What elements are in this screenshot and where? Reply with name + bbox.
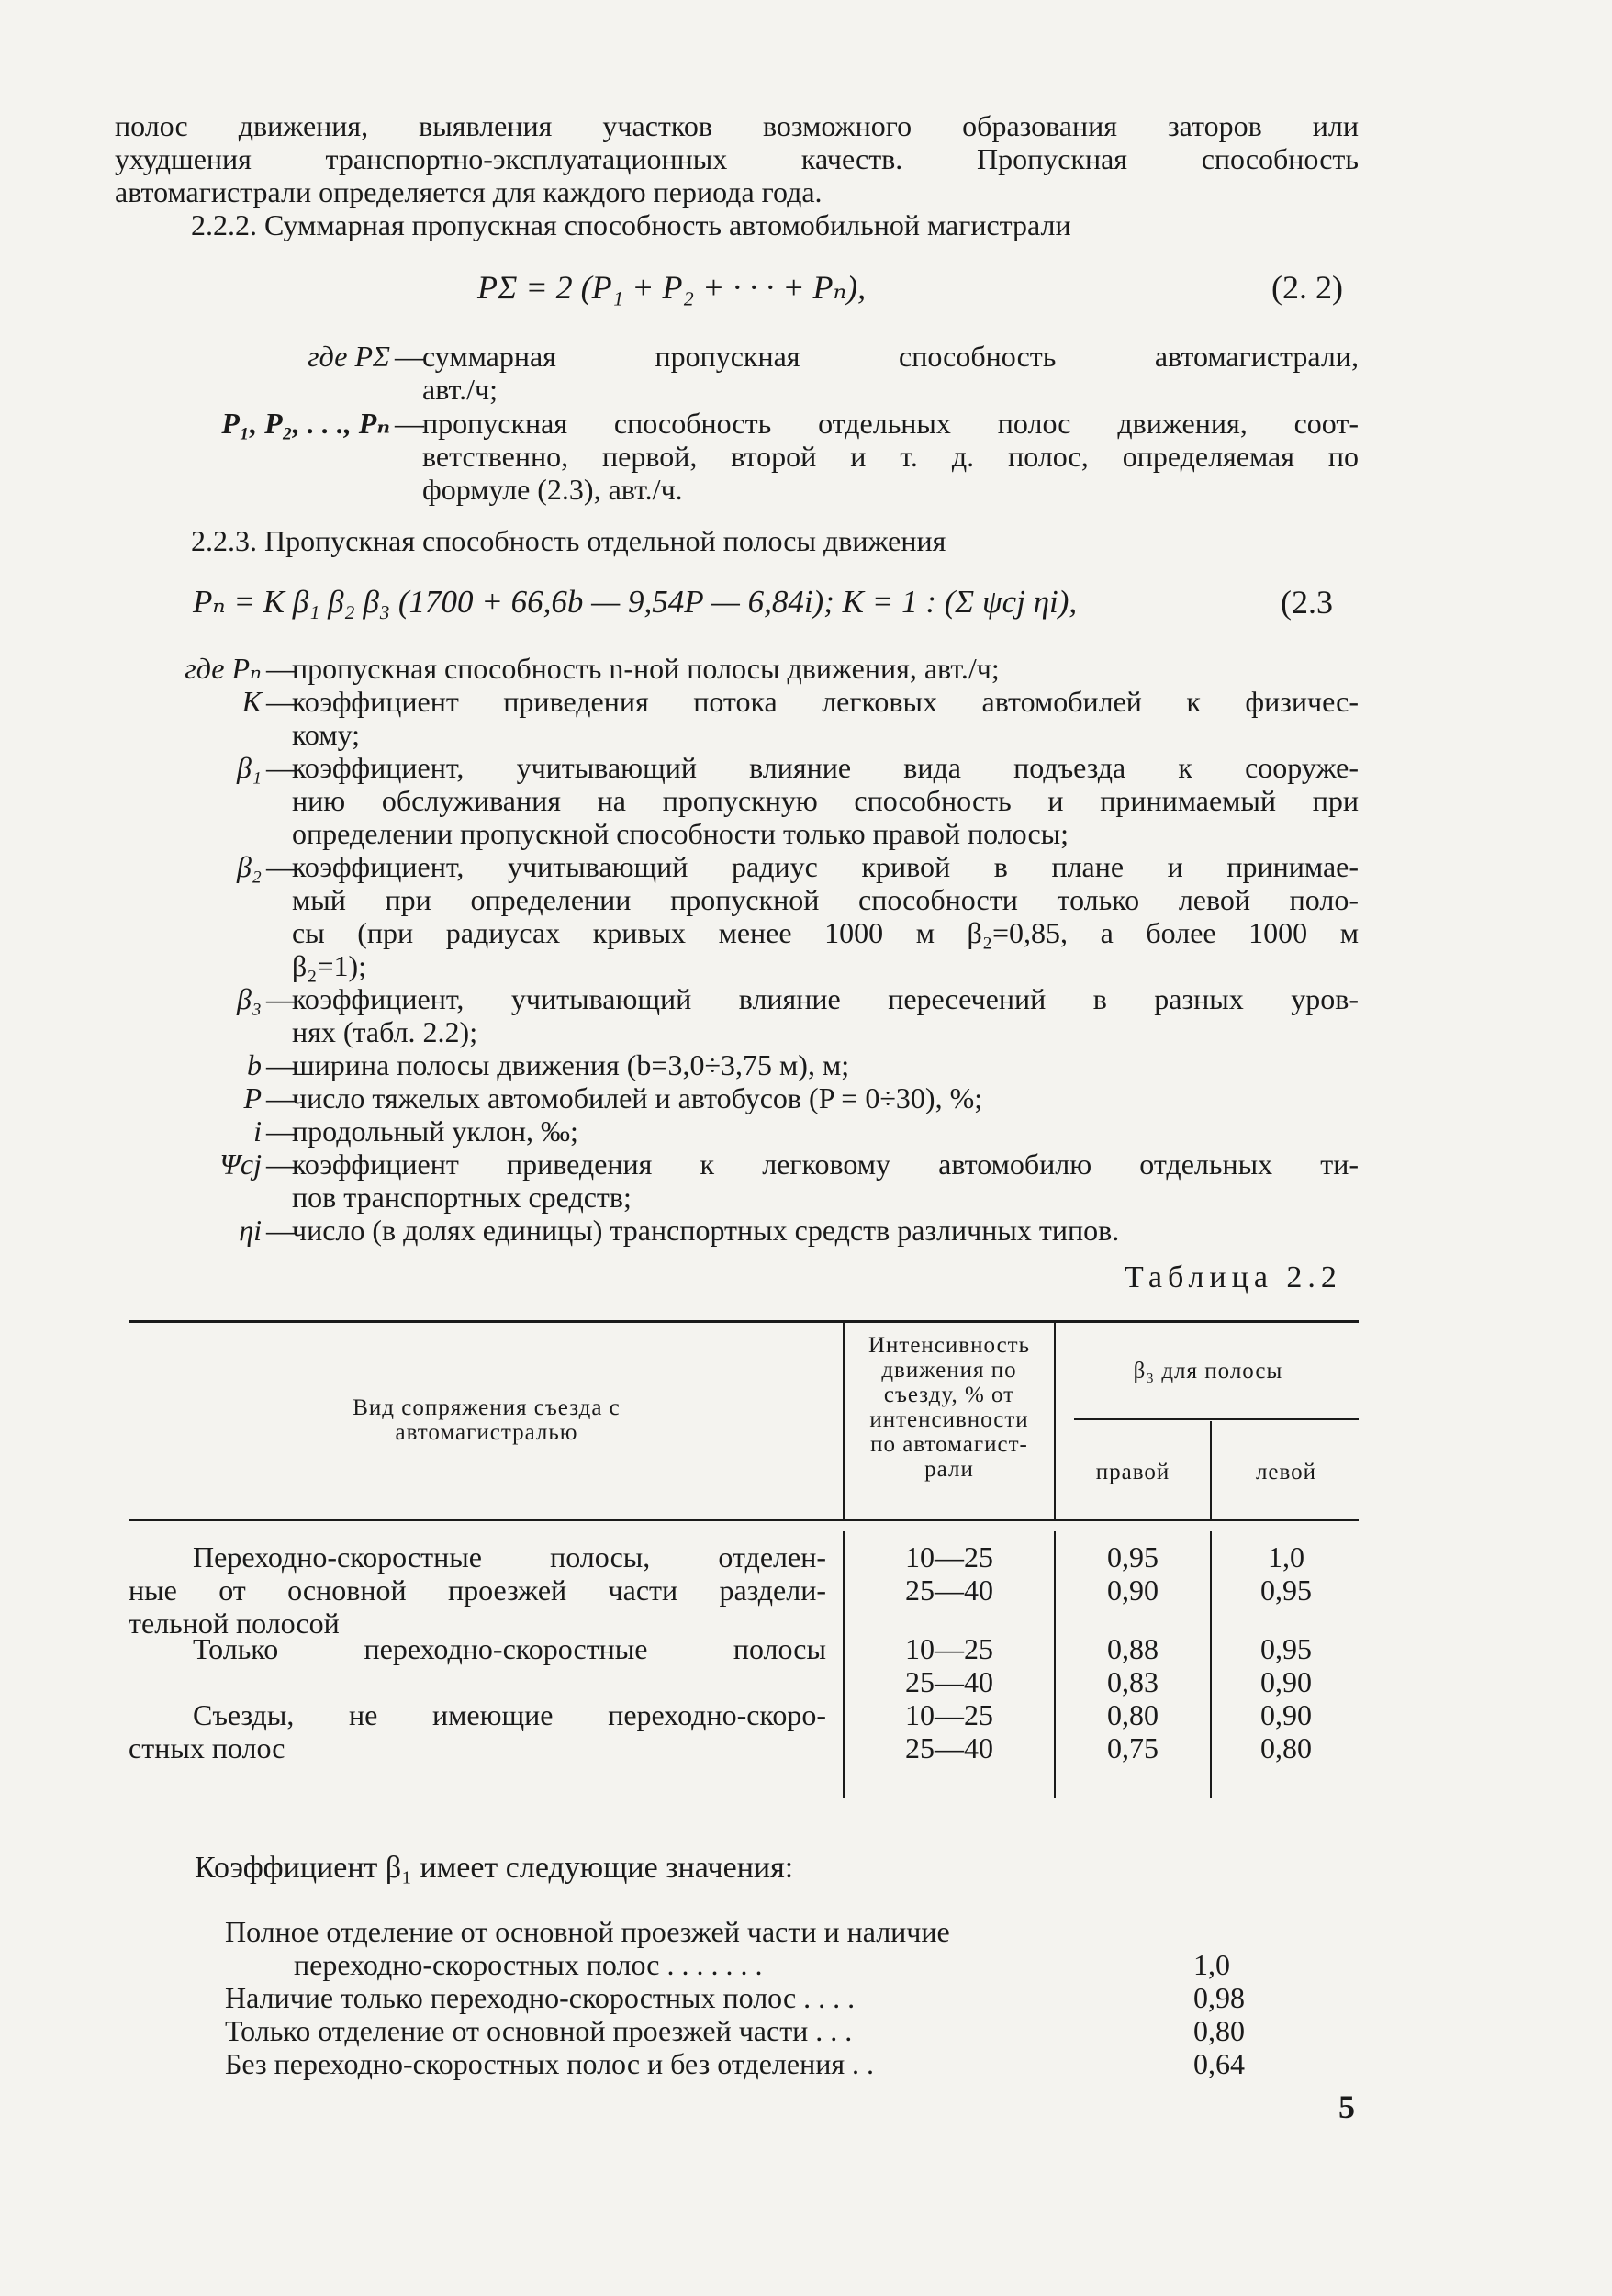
- formula-2-3: Pₙ = K β₁ β₂ β₃ (1700 + 66,6b — 9,54P — 6,84i); K = 1 : (Σ ψcj ηi),: [193, 584, 1078, 620]
- table-cell-left: 0,95: [1260, 1574, 1312, 1607]
- definition-p1-pn: пропускная способность отдельных полос движения, соот- ветственно, первой, второй и т. д. полос, определяемая по формуле (2.3), авт./ч.: [422, 407, 1359, 506]
- table-row-description: Только переходно-скоростные полосы: [193, 1632, 826, 1665]
- table-subheader-rule: [1074, 1418, 1359, 1420]
- definition-p-sum: суммарная пропускная способность автомагистрали, авт./ч;: [422, 340, 1359, 406]
- header-right-lane: правой: [1095, 1460, 1170, 1484]
- definition-symbol: ηi: [239, 1214, 262, 1247]
- definition-text: число (в долях единицы) транспортных средств различных типов.: [292, 1214, 1120, 1247]
- dash: —: [266, 1114, 296, 1148]
- definition-symbol: K: [241, 685, 262, 718]
- table-cell-right: 0,75: [1107, 1731, 1159, 1764]
- beta1-item-value: 0,64: [1193, 2047, 1245, 2080]
- beta1-item-text: переходно-скоростных полос . . . . . . .: [294, 1948, 763, 1981]
- table-cell-intensity: 25—40: [905, 1574, 993, 1607]
- definition-text: коэффициент, учитывающий влияние пересечений в разных уров- нях (табл. 2.2);: [292, 982, 1359, 1048]
- definition-text: пропускная способность n-ной полосы движения, авт./ч;: [292, 652, 1000, 685]
- beta1-item-value: 0,80: [1193, 2014, 1245, 2047]
- symbol-p-sum: где PΣ: [308, 340, 390, 373]
- page-number: 5: [1338, 2089, 1355, 2125]
- equation-number-2-3: (2.3: [1281, 584, 1333, 621]
- table-cell-left: 0,80: [1260, 1731, 1312, 1764]
- dash: —: [266, 1048, 296, 1081]
- intro-line-1: полос движения, выявления участков возможного образования заторов или: [115, 109, 1359, 142]
- dash: —: [266, 1081, 296, 1114]
- header-intensity: Интенсивность движения по съезду, % от интенсивности по автомагист- рали: [868, 1333, 1031, 1482]
- definition-symbol: β₃: [236, 982, 262, 1015]
- table-header-rule: [129, 1519, 1359, 1521]
- beta1-item-text: Наличие только переходно-скоростных полос . . . .: [225, 1981, 856, 2014]
- equation-number-2-2: (2. 2): [1271, 269, 1343, 306]
- table-cell-left: 0,90: [1260, 1698, 1312, 1731]
- beta1-item-text: Без переходно-скоростных полос и без отделения . .: [225, 2047, 875, 2080]
- definition-text: коэффициент приведения потока легковых автомобилей к физичес- кому;: [292, 685, 1359, 751]
- table-row-description: Съезды, не имеющие переходно-скоро- стных полос: [129, 1698, 826, 1764]
- table-vrule: [843, 1531, 845, 1798]
- table-cell-intensity: 25—40: [905, 1665, 993, 1698]
- dash: —: [395, 407, 424, 440]
- intro-line-3: автомагистрали определяется для каждого периода года.: [115, 175, 823, 208]
- beta1-item-value: 0,98: [1193, 1981, 1245, 2014]
- definition-text: ширина полосы движения (b=3,0÷3,75 м), м;: [292, 1048, 850, 1081]
- formula-2-2: PΣ = 2 (P₁ + P₂ + · · · + Pₙ),: [477, 269, 867, 306]
- table-cell-intensity: 10—25: [905, 1540, 993, 1574]
- dash: —: [266, 751, 296, 784]
- beta1-intro: Коэффициент β₁ имеет следующие значения:: [195, 1851, 794, 1885]
- beta1-item-value: 1,0: [1193, 1948, 1230, 1981]
- table-vrule: [1210, 1421, 1212, 1519]
- dash: —: [395, 340, 424, 373]
- table-cell-left: 1,0: [1268, 1540, 1304, 1574]
- header-connection-type: Вид сопряжения съезда с автомагистралью: [353, 1395, 621, 1445]
- table-vrule: [1054, 1531, 1056, 1798]
- table-cell-intensity: 10—25: [905, 1632, 993, 1665]
- definition-text: продольный уклон, ‰;: [292, 1114, 578, 1148]
- definition-symbol: Ψcj: [219, 1148, 262, 1181]
- header-beta3: β₃ для полосы: [1133, 1359, 1283, 1383]
- dash: —: [266, 982, 296, 1015]
- dash: —: [266, 850, 296, 883]
- table-vrule: [843, 1322, 845, 1519]
- definition-text: коэффициент, учитывающий влияние вида подъезда к сооруже- нию обслуживания на пропускную способность и принимаемый при определении пропускной способности только правой полосы;: [292, 751, 1359, 850]
- section-2-2-2: 2.2.2. Суммарная пропускная способность автомобильной магистрали: [191, 208, 1071, 241]
- table-cell-right: 0,83: [1107, 1665, 1159, 1698]
- definition-symbol: i: [253, 1114, 262, 1148]
- definition-symbol: P: [243, 1081, 262, 1114]
- intro-line-2: ухудшения транспортно-эксплуатационных качеств. Пропускная способность: [115, 142, 1359, 175]
- dash: —: [266, 1148, 296, 1181]
- table-top-rule: [129, 1320, 1359, 1323]
- dash: —: [266, 685, 296, 718]
- table-vrule: [1054, 1322, 1056, 1519]
- table-vrule: [1210, 1531, 1212, 1798]
- table-cell-right: 0,88: [1107, 1632, 1159, 1665]
- definition-symbol: β₂: [236, 850, 262, 883]
- dash: —: [266, 1214, 296, 1247]
- header-left-lane: левой: [1255, 1460, 1317, 1484]
- definition-text: число тяжелых автомобилей и автобусов (P = 0÷30), %;: [292, 1081, 983, 1114]
- table-cell-left: 0,90: [1260, 1665, 1312, 1698]
- beta1-item-text: Полное отделение от основной проезжей части и наличие: [225, 1915, 950, 1948]
- definition-symbol: где Pₙ: [185, 652, 262, 685]
- table-cell-right: 0,95: [1107, 1540, 1159, 1574]
- definition-symbol: b: [247, 1048, 262, 1081]
- table-cell-intensity: 25—40: [905, 1731, 993, 1764]
- definition-text: коэффициент, учитывающий радиус кривой в плане и принимае- мый при определении пропускной способности только левой поло- сы (при радиусах кривых менее 1000 м β₂=0,85, а более 1000 м β₂=1);: [292, 850, 1359, 982]
- definition-text: коэффициент приведения к легковому автомобилю отдельных ти- пов транспортных средств;: [292, 1148, 1359, 1214]
- definition-symbol: β₁: [236, 751, 262, 784]
- table-row-description: Переходно-скоростные полосы, отделен- ные от основной проезжей части раздели- тельной полосой: [129, 1540, 826, 1640]
- table-caption: Таблица 2.2: [1125, 1260, 1342, 1294]
- table-cell-right: 0,90: [1107, 1574, 1159, 1607]
- symbol-p1-pn: P₁, P₂, . . ., Pₙ: [221, 407, 390, 440]
- table-cell-left: 0,95: [1260, 1632, 1312, 1665]
- dash: —: [266, 652, 296, 685]
- section-2-2-3: 2.2.3. Пропускная способность отдельной полосы движения: [191, 524, 946, 557]
- beta1-item-text: Только отделение от основной проезжей части . . .: [225, 2014, 853, 2047]
- table-cell-right: 0,80: [1107, 1698, 1159, 1731]
- table-cell-intensity: 10—25: [905, 1698, 993, 1731]
